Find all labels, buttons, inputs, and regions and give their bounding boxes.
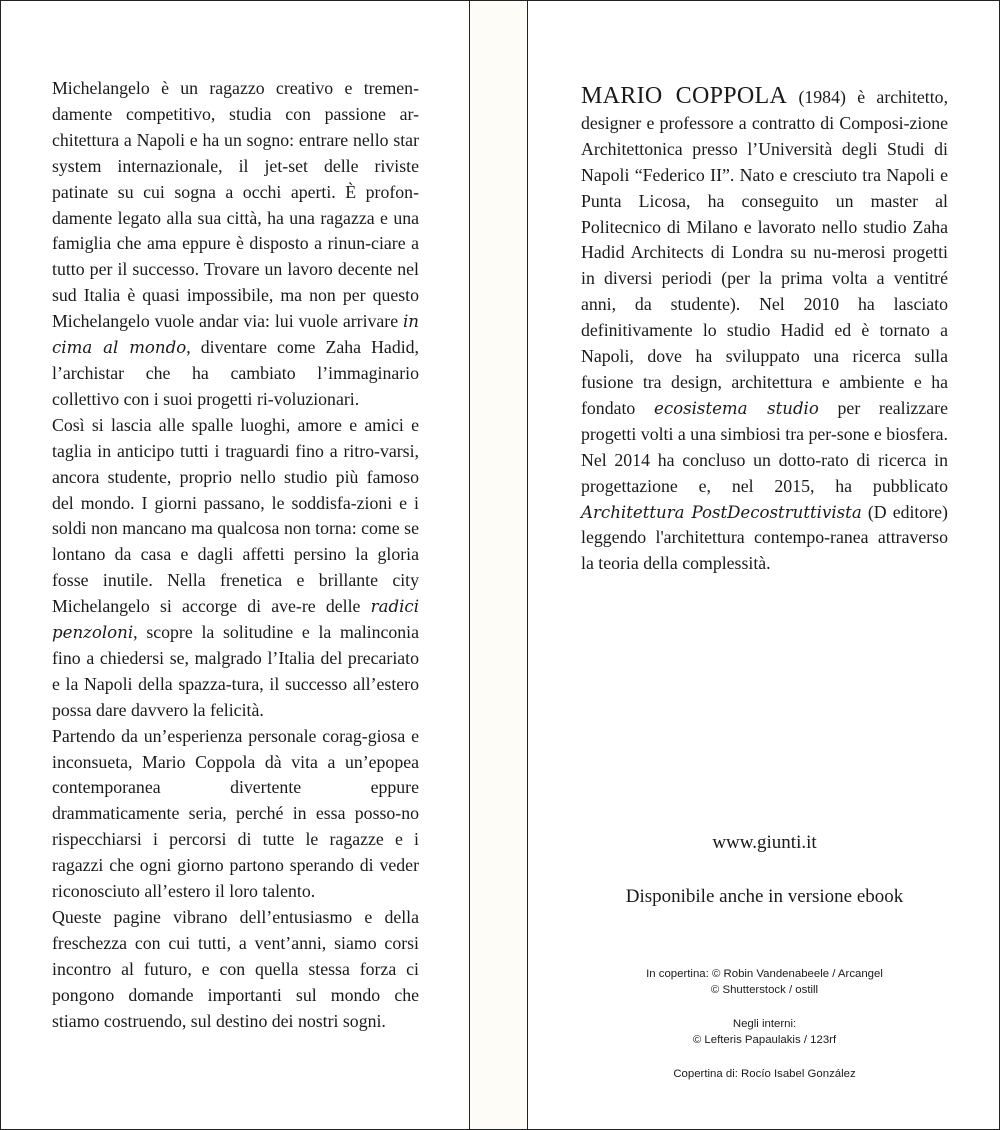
author-bio-text-b: per realizzare progetti volti a una simbiosi tra per-sone e biosfera. Nel 2014 ha concluso un dotto-rato di ricerca in progettazione e, nel 2015, ha pubblicato	[581, 397, 948, 496]
synopsis-p1-text-a: Michelangelo è un ragazzo creativo e tremen-damente competitivo, studia con passione ar-chitettura a Napoli e ha un sogno: entrare nello star system internazionale, il jet-set delle riviste patinate su cui sogna a occhi aperti. È profon-damente legato alla sua città, ha una ragazza e una famiglia che ama eppure è disposto a rinun-ciare a tutto per il successo. Trovare un lavoro decente nel sud Italia è quasi impossibile, ma non per questo Michelangelo vuole andar via: lui vuole arrivare	[52, 78, 419, 332]
author-bio-studio-name: ecosistema studio	[654, 398, 819, 418]
interior-credit-line-1: Negli interni:	[732, 1018, 797, 1030]
author-bio-text-a: (1984) è architetto, designer e professore a contratto di Composi-zione Architettonica presso l’Università degli Studi di Napoli “Federico II”. Nato e cresciuto tra Napoli e Punta Licosa, ha conseguito un master al Politecnico di Milano e lavorato nello studio Zaha Hadid Architects di Londra su nu-merosi progetti in diversi periodi (per la prima volta a ventitré anni, da studente). Nel 2010 ha lasciato definitivamente lo studio Hadid ed è tornato a Napoli, dove ha sviluppato una ricerca sulla fusione tra design, architettura e ambiente e ha fondato	[581, 87, 949, 418]
author-bio-text-c: (D editore) leggendo l'architettura contempo-ranea attraverso la teoria della complessità.	[581, 501, 948, 574]
synopsis-p1-text-b: , diventare come Zaha Hadid, l’archistar che ha cambiato l’immaginario collettivo con i suoi progetti ri-voluzionari.	[52, 337, 419, 409]
synopsis-paragraph-2	[52, 413, 419, 724]
interior-credits	[528, 1016, 1000, 1048]
synopsis-paragraph-4: Queste pagine vibrano dell’entusiasmo e della freschezza con cui tutti, a vent’anni, siamo corsi incontro al futuro, e con quella stessa forza ci pongono domande importanti sul mondo che stiamo costruendo, sul destino dei nostri sogni.	[52, 907, 419, 1031]
right-flap	[527, 0, 1000, 1130]
author-bio	[581, 84, 948, 577]
author-name: MARIO COPPOLA	[581, 83, 788, 109]
synopsis-p2-text-b: , scopre la solitudine e la malinconia fino a chiedersi se, malgrado l’Italia del precariato e la Napoli della spazza-tura, il successo all’estero possa dare davvero la felicità.	[52, 622, 419, 720]
publisher-website: www.giunti.it	[712, 832, 817, 853]
cover-credits	[528, 966, 1000, 998]
left-flap	[0, 0, 470, 1130]
ebook-availability: Disponibile anche in versione ebook	[625, 886, 904, 907]
cover-design-line: Copertina di: Rocío Isabel González	[673, 1068, 856, 1080]
synopsis-p1-emphasis: in cima al mondo	[52, 312, 419, 358]
synopsis-p2-emphasis: radici penzoloni	[52, 597, 419, 643]
synopsis-p2-text-a: Così si lascia alle spalle luoghi, amore e amici e taglia in anticipo tutti i traguardi fino a ritro-varsi, ancora studente, proprio nello studio più famoso del mondo. I giorni passano, le soddisfa-zioni e i soldi non mancano ma qualcosa non torna: come se lontano da casa e dagli affetti persino la gloria fosse inutile. Nella frenetica e brillante city Michelangelo si accorge di ave-re delle	[52, 414, 419, 617]
author-bio-book-title: Architettura PostDecostruttivista	[581, 502, 862, 522]
cover-credit-line-1: In copertina: © Robin Vandenabeele / Arcangel	[646, 968, 883, 980]
cover-design-credit	[528, 1066, 1000, 1082]
synopsis-paragraph-1	[52, 76, 419, 413]
cover-credit-line-2: © Shutterstock / ostill	[710, 984, 819, 996]
synopsis-text	[52, 76, 419, 1035]
spine-strip	[470, 0, 527, 1130]
author-bio-paragraph	[581, 84, 948, 577]
interior-credit-line-2: © Lefteris Papaulakis / 123rf	[692, 1034, 837, 1046]
synopsis-paragraph-3: Partendo da un’esperienza personale corag-giosa e inconsueta, Mario Coppola dà vita a un’epopea contemporanea divertente eppure drammaticamente seria, perché in essa posso-no rispecchiarsi i percorsi di tutte le ragazze e i ragazzi che ogni giorno partono sperando di veder riconosciuto all’estero il loro talento.	[52, 725, 419, 902]
